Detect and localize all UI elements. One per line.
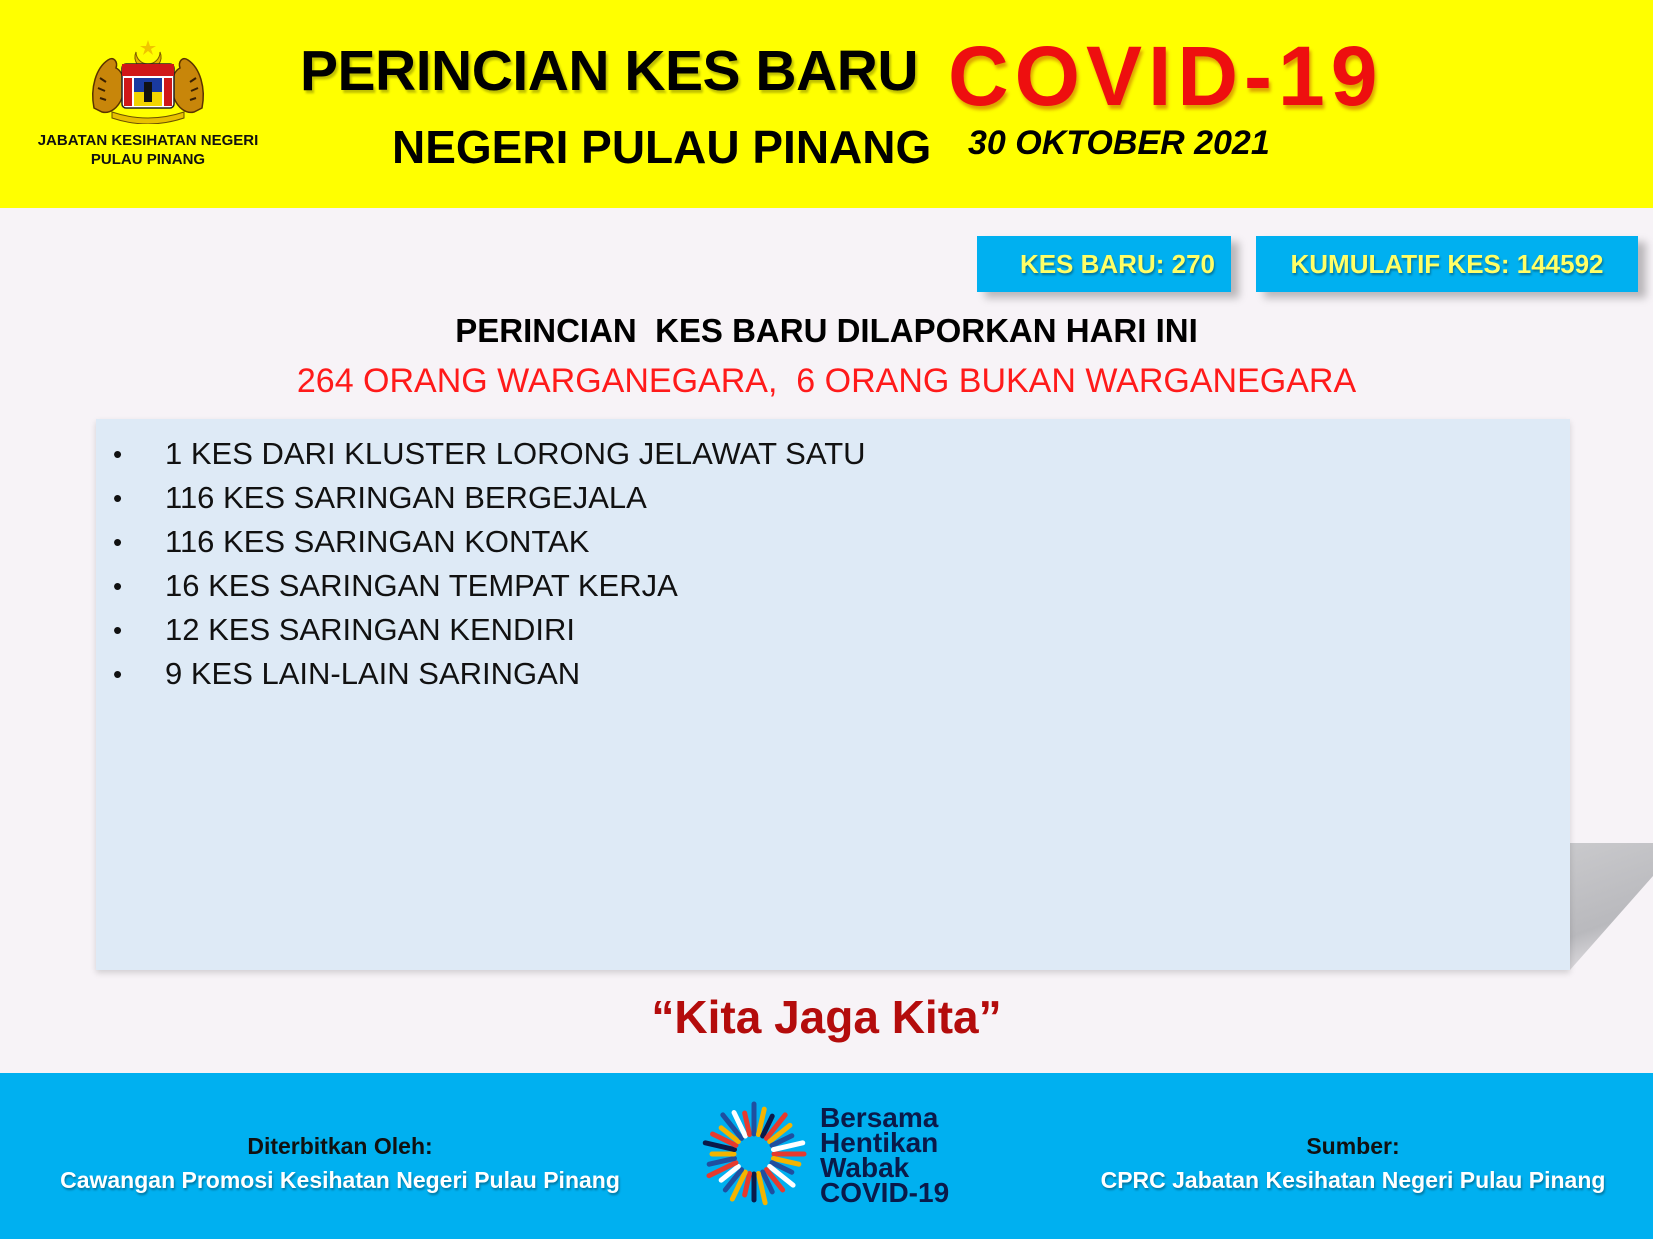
- bullet-icon: •: [113, 659, 123, 689]
- campaign-line-2: Hentikan: [820, 1127, 939, 1158]
- starburst-logo-icon: [698, 1098, 810, 1210]
- page-title: PERINCIAN KES BARU: [300, 39, 919, 103]
- citizenship-breakdown: 264 ORANG WARGANEGARA, 6 ORANG BUKAN WARGANEGARA: [296, 362, 1357, 400]
- list-item-text: 116 KES SARINGAN BERGEJALA: [165, 480, 647, 515]
- panel-shadow: [1570, 843, 1653, 970]
- new-cases-text: KES BARU: 270: [1019, 249, 1215, 279]
- bullet-icon: •: [113, 615, 123, 645]
- list-item: [96, 564, 1570, 608]
- campaign-line-1: Bersama: [820, 1102, 939, 1133]
- department-line-2: PULAU PINANG: [90, 151, 206, 168]
- case-list-panel: [96, 419, 1570, 970]
- summary-heading: PERINCIAN KES BARU DILAPORKAN HARI INI: [455, 312, 1198, 349]
- state-title: NEGERI PULAU PINANG: [392, 121, 932, 173]
- list-item-text: 1 KES DARI KLUSTER LORONG JELAWAT SATU: [165, 436, 866, 471]
- department-line-1: JABATAN KESIHATAN NEGERI: [37, 132, 259, 149]
- report-date: 30 OKTOBER 2021: [968, 124, 1270, 162]
- list-item: [96, 432, 1570, 476]
- source-label: Sumber:: [1306, 1133, 1400, 1159]
- new-cases-badge: [977, 236, 1231, 292]
- list-item: [96, 476, 1570, 520]
- campaign-line-4: COVID-19: [820, 1177, 950, 1208]
- bullet-icon: •: [113, 527, 123, 557]
- list-item-text: 16 KES SARINGAN TEMPAT KERJA: [165, 568, 678, 603]
- bullet-icon: •: [113, 483, 123, 513]
- header-banner: [0, 0, 1653, 208]
- campaign-line-3: Wabak: [820, 1152, 910, 1183]
- published-by-label: Diterbitkan Oleh:: [247, 1133, 433, 1159]
- footer-banner: [0, 1073, 1653, 1239]
- list-item-text: 9 KES LAIN-LAIN SARINGAN: [165, 656, 581, 691]
- bullet-icon: •: [113, 571, 123, 601]
- list-item: [96, 608, 1570, 652]
- department-name: [20, 131, 276, 169]
- list-item-text: 12 KES SARINGAN KENDIRI: [165, 612, 576, 647]
- list-item: [96, 520, 1570, 564]
- slogan: “Kita Jaga Kita”: [651, 991, 1002, 1043]
- case-list: [96, 419, 1570, 696]
- covid-title: COVID-19: [948, 29, 1384, 123]
- list-item: [96, 652, 1570, 696]
- campaign-logo-text: [820, 1102, 980, 1208]
- published-by-name: Cawangan Promosi Kesihatan Negeri Pulau Pinang: [60, 1167, 620, 1193]
- coat-of-arms-icon: [88, 38, 208, 124]
- source-name: CPRC Jabatan Kesihatan Negeri Pulau Pinang: [1100, 1167, 1606, 1193]
- bullet-icon: •: [113, 439, 123, 469]
- cumulative-cases-badge: KUMULATIF KES: 144592: [1256, 236, 1638, 292]
- list-item-text: 116 KES SARINGAN KONTAK: [165, 524, 590, 559]
